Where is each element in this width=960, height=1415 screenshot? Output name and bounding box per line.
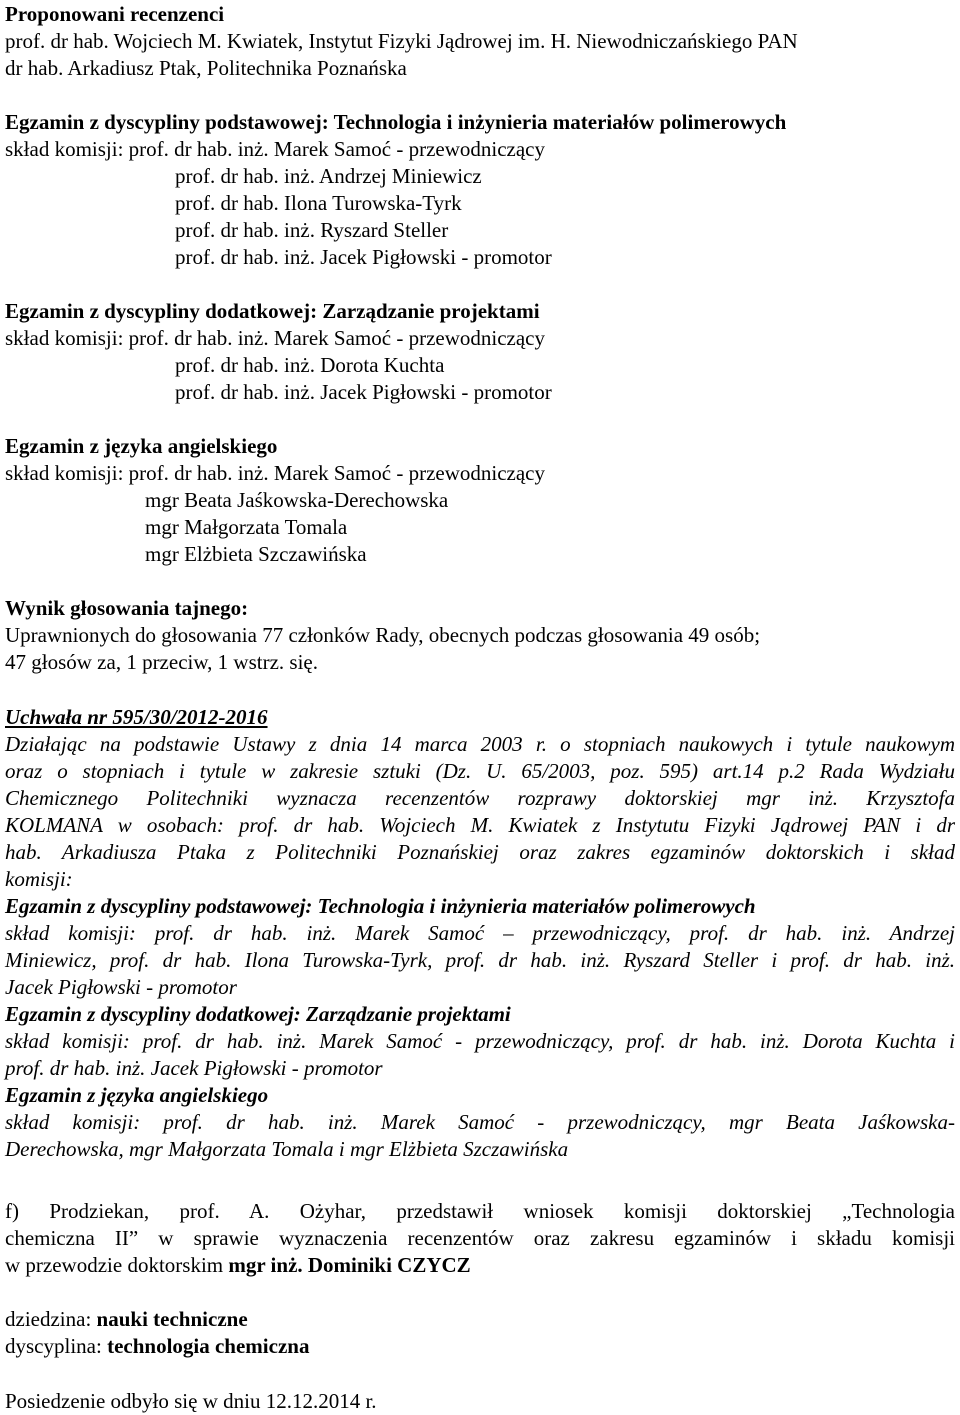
exam1-heading: Egzamin z dyscypliny podstawowej: Technologia i inżynieria materiałów polimerowych	[5, 110, 787, 134]
exam3-member: mgr Beata Jaśkowska-Derechowska	[145, 488, 449, 512]
exam3-committee-chair: skład komisji: prof. dr hab. inż. Marek Samoć - przewodniczący	[5, 461, 546, 485]
exam1-committee-chair: skład komisji: prof. dr hab. inż. Marek Samoć - przewodniczący	[5, 137, 546, 161]
resolution-text-line: KOLMANA w osobach: prof. dr hab. Wojciech M. Kwiatek z Instytutu Fizyki Jądrowej PAN i dr	[5, 813, 955, 837]
resolution-heading: Uchwała nr 595/30/2012-2016	[5, 705, 268, 729]
resolution-exam2-heading: Egzamin z dyscypliny dodatkowej: Zarządzanie projektami	[5, 1002, 511, 1026]
resolution-text-line: Działając na podstawie Ustawy z dnia 14 marca 2003 r. o stopniach naukowych i tytule naukowym	[5, 732, 955, 756]
resolution-exam1-line: Miniewicz, prof. dr hab. Ilona Turowska-Tyrk, prof. dr hab. inż. Ryszard Steller i prof. dr hab. inż.	[5, 948, 955, 972]
exam3-member: mgr Elżbieta Szczawińska	[145, 542, 367, 566]
resolution-text-line: komisji:	[5, 867, 73, 891]
section-f-text: w przewodzie doktorskim	[5, 1253, 229, 1277]
exam1-member: prof. dr hab. inż. Ryszard Steller	[175, 218, 449, 242]
exam2-member: prof. dr hab. inż. Jacek Pigłowski - promotor	[175, 380, 552, 404]
reviewer-1: prof. dr hab. Wojciech M. Kwiatek, Instytut Fizyki Jądrowej im. H. Niewodniczańskiego PAN	[5, 29, 798, 53]
discipline-label: dyscyplina:	[5, 1334, 108, 1358]
resolution-exam3-heading: Egzamin z języka angielskiego	[5, 1083, 269, 1107]
meeting-date: Posiedzenie odbyło się w dniu 12.12.2014 r.	[5, 1389, 377, 1413]
resolution-text-line: oraz o stopniach i tytule w zakresie sztuki (Dz. U. 65/2003, poz. 595) art.14 p.2 Rada Wydziału	[5, 759, 955, 783]
exam3-member: mgr Małgorzata Tomala	[145, 515, 348, 539]
candidate-name: mgr inż. Dominiki CZYCZ	[228, 1253, 471, 1277]
discipline-value: technologia chemiczna	[107, 1334, 310, 1358]
reviewer-2: dr hab. Arkadiusz Ptak, Politechnika Poznańska	[5, 56, 407, 80]
exam2-heading: Egzamin z dyscypliny dodatkowej: Zarządzanie projektami	[5, 299, 540, 323]
vote-result: 47 głosów za, 1 przeciw, 1 wstrz. się.	[5, 650, 318, 674]
section-f-line: f) Prodziekan, prof. A. Ożyhar, przedstawił wniosek komisji doktorskiej „Technologia	[5, 1199, 955, 1223]
exam1-member: prof. dr hab. inż. Andrzej Miniewicz	[175, 164, 482, 188]
resolution-text-line: hab. Arkadiusza Ptaka z Politechniki Poznańskiej oraz zakres egzaminów doktorskich i skład	[5, 840, 955, 864]
resolution-exam1-line: Jacek Pigłowski - promotor	[5, 975, 237, 999]
exam3-heading: Egzamin z języka angielskiego	[5, 434, 278, 458]
exam2-member: prof. dr hab. inż. Dorota Kuchta	[175, 353, 445, 377]
exam2-committee-chair: skład komisji: prof. dr hab. inż. Marek Samoć - przewodniczący	[5, 326, 546, 350]
exam1-member: prof. dr hab. Ilona Turowska-Tyrk	[175, 191, 462, 215]
section-f-line	[5, 1252, 471, 1279]
discipline-line	[5, 1333, 309, 1360]
resolution-exam2-line: skład komisji: prof. dr hab. inż. Marek Samoć - przewodniczący, prof. dr hab. inż. Dorota Kuchta i	[5, 1029, 955, 1053]
resolution-text-line: Chemicznego Politechniki wyznacza recenzentów rozprawy doktorskiej mgr inż. Krzysztofa	[5, 786, 955, 810]
resolution-exam3-line: Derechowska, mgr Małgorzata Tomala i mgr Elżbieta Szczawińska	[5, 1137, 569, 1161]
section-f-line: chemiczna II” w sprawie wyznaczenia recenzentów oraz zakresu egzaminów i składu komisji	[5, 1226, 955, 1250]
reviewers-heading: Proponowani recenzenci	[5, 2, 225, 26]
vote-heading: Wynik głosowania tajnego:	[5, 596, 249, 620]
resolution-exam1-heading: Egzamin z dyscypliny podstawowej: Technologia i inżynieria materiałów polimerowych	[5, 894, 756, 918]
field-value: nauki techniczne	[96, 1307, 248, 1331]
vote-line: Uprawnionych do głosowania 77 członków Rady, obecnych podczas głosowania 49 osób;	[5, 623, 761, 647]
resolution-exam2-line: prof. dr hab. inż. Jacek Pigłowski - promotor	[5, 1056, 383, 1080]
field-line	[5, 1306, 248, 1333]
field-label: dziedzina:	[5, 1307, 97, 1331]
exam1-member: prof. dr hab. inż. Jacek Pigłowski - promotor	[175, 245, 552, 269]
resolution-exam1-line: skład komisji: prof. dr hab. inż. Marek Samoć – przewodniczący, prof. dr hab. inż. Andrzej	[5, 921, 955, 945]
resolution-exam3-line: skład komisji: prof. dr hab. inż. Marek Samoć - przewodniczący, mgr Beata Jaśkowska-	[5, 1110, 955, 1134]
